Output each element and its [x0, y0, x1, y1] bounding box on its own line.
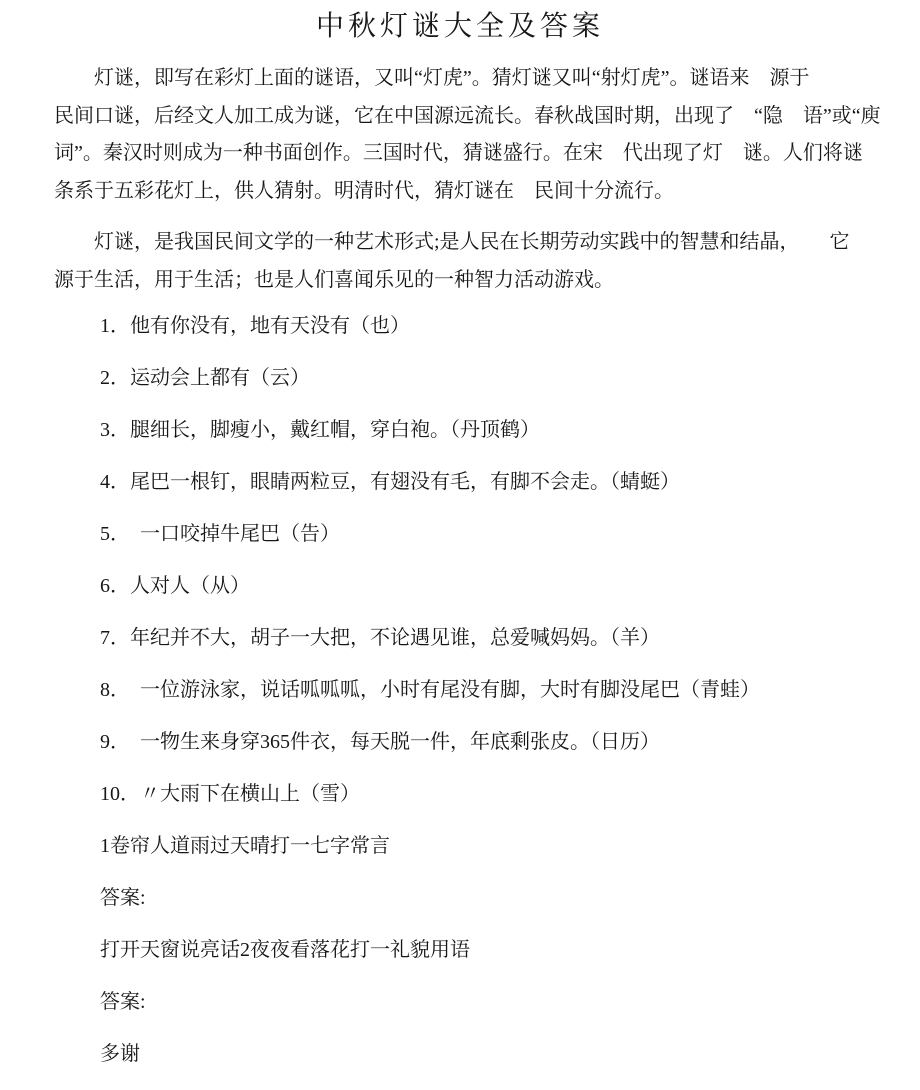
document-title: 中秋灯谜大全及答案 — [315, 11, 604, 42]
riddle-item: 6．人对人（从） — [100, 575, 250, 597]
paragraph-line: 词”。秦汉时则成为一种书面创作。三国时代，猜谜盛行。在宋 代出现了灯 谜。人们将谜 — [54, 142, 863, 164]
paragraph-line: 灯谜，是我国民间文学的一种艺术形式;是人民在长期劳动实践中的智慧和结晶， 它 — [94, 231, 850, 253]
riddle-item: 3．腿细长，脚瘦小，戴红帽，穿白袍。（丹顶鹤） — [100, 419, 540, 441]
intro-paragraph-1 — [54, 60, 881, 210]
riddle-item: 7．年纪并不大，胡子一大把，不论遇见谁，总爱喊妈妈。（羊） — [100, 627, 660, 649]
answer-line: 答案: — [100, 991, 146, 1013]
riddle-item: 4．尾巴一根钉，眼睛两粒豆，有翅没有毛，有脚不会走。（蜻蜓） — [100, 471, 680, 493]
riddle-item: 1．他有你没有，地有天没有（也） — [100, 315, 410, 337]
paragraph-line: 灯谜，即写在彩灯上面的谜语，又叫“灯虎”。猜灯谜又叫“射灯虎”。谜语来 源于 — [94, 67, 810, 89]
answer-line: 1卷帘人道雨过天晴打一七字常言 — [100, 835, 390, 857]
riddle-item: 10．〃大雨下在横山上（雪） — [100, 783, 360, 805]
riddle-item: 9． 一物生来身穿365件衣，每天脱一件，年底剩张皮。（日历） — [100, 731, 660, 753]
riddle-list — [54, 313, 866, 808]
answer-line: 打开天窗说亮话2夜夜看落花打一礼貌用语 — [100, 939, 470, 961]
riddle-item: 2．运动会上都有（云） — [100, 367, 310, 389]
riddle-item: 8． 一位游泳家，说话呱呱呱，小时有尾没有脚，大时有脚没尾巴（青蛙） — [100, 679, 760, 701]
answer-line: 答案: — [100, 887, 146, 909]
answer-line: 多谢 — [100, 1043, 140, 1065]
paragraph-line: 条系于五彩花灯上，供人猜射。明清时代，猜灯谜在 民间十分流行。 — [54, 179, 674, 202]
paragraph-line: 源于生活，用于生活；也是人们喜闻乐见的一种智力活动游戏。 — [54, 268, 614, 291]
riddle-item: 5． 一口咬掉牛尾巴（告） — [100, 523, 340, 545]
answer-section — [54, 833, 866, 1068]
intro-paragraph-2 — [54, 224, 866, 299]
paragraph-line: 民间口谜，后经文人加工成为谜，它在中国源远流长。春秋战国时期，出现了 “隐 语”或“庾 — [54, 104, 881, 127]
